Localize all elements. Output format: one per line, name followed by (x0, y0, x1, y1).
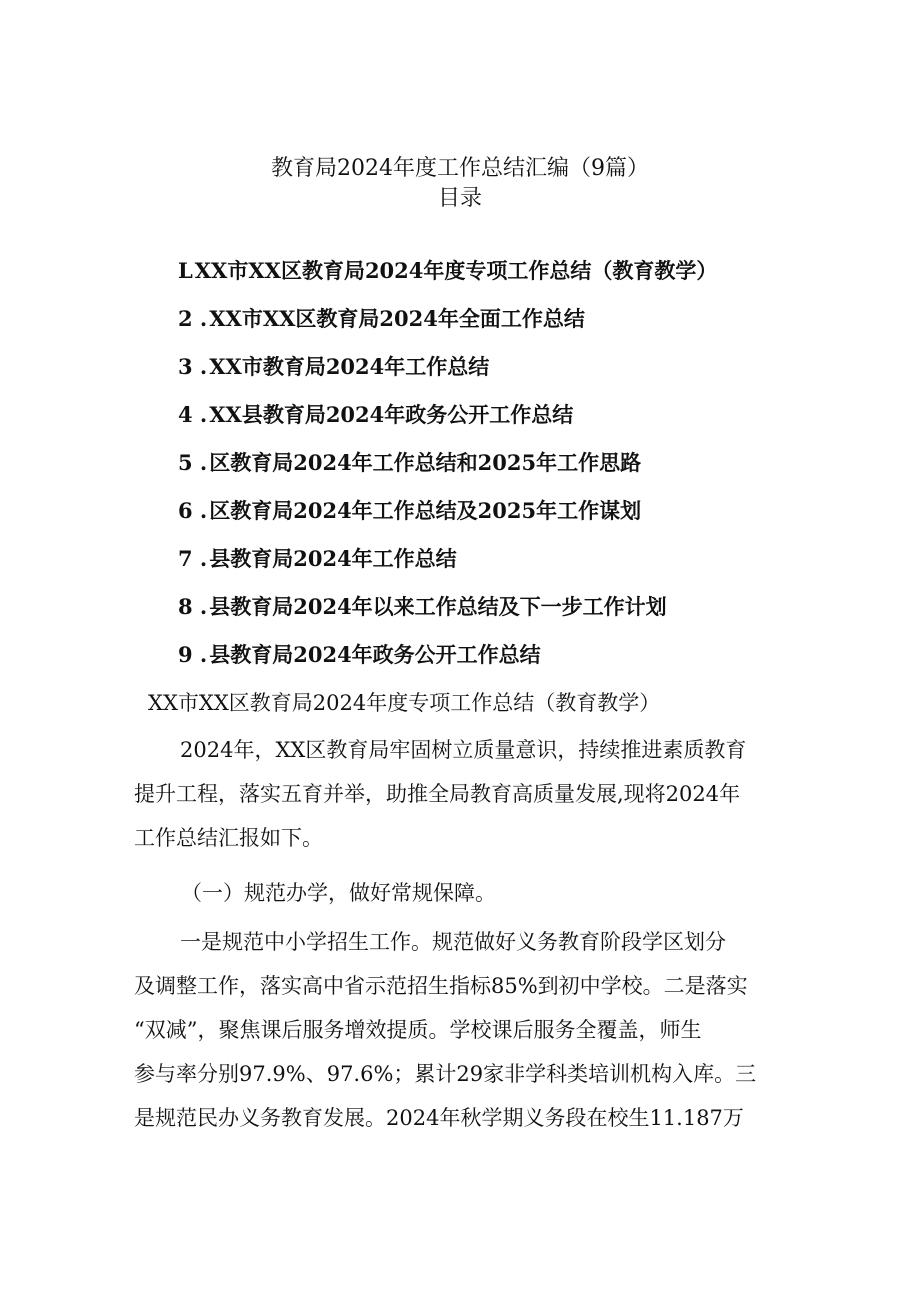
paragraph-line: 及调整工作，落实高中省示范招生指标85%到初中学校。二是落实 (134, 974, 748, 998)
toc-item[interactable] (178, 448, 878, 496)
toc-item-text: XX市XX区教育局2024年度专项工作总结（教育教学） (194, 258, 718, 283)
body-paragraph (134, 920, 794, 1140)
toc-heading: 目录 (437, 186, 482, 211)
paragraph-line: 参与率分别97.9%、97.6%；累计29家非学科类培训机构入库。三 (134, 1062, 757, 1086)
toc-item-text: 县教育局2024年政务公开工作总结 (209, 642, 541, 667)
paragraph-line: 工作总结汇报如下。 (134, 826, 323, 850)
section-heading: （一）规范办学，做好常规保障。 (181, 881, 496, 905)
toc-item-number: 2 . (178, 306, 208, 331)
paragraph-line: 2024年，XX区教育局牢固树立质量意识，持续推进素质教育 (180, 738, 747, 762)
toc-item-text: 区教育局2024年工作总结及2025年工作谋划 (209, 498, 642, 523)
article-title: XX市XX区教育局2024年度专项工作总结（教育教学） (148, 691, 661, 715)
toc-item[interactable] (178, 304, 878, 352)
toc-item-text: XX市XX区教育局2024年全面工作总结 (209, 306, 585, 331)
paragraph-line: 一是规范中小学招生工作。规范做好义务教育阶段学区划分 (180, 930, 726, 954)
toc-item-text: 县教育局2024年以来工作总结及下一步工作计划 (209, 594, 667, 619)
toc-item[interactable] (178, 256, 878, 304)
toc-item-number: 5 . (178, 450, 208, 475)
toc-item-text: XX县教育局2024年政务公开工作总结 (209, 402, 574, 427)
toc-item-number: L (178, 258, 193, 283)
toc-item[interactable] (178, 496, 878, 544)
paragraph-line: 提升工程，落实五育并举，助推全局教育高质量发展,现将2024年 (134, 782, 741, 806)
toc-item-number: 7 . (178, 546, 208, 571)
toc-item[interactable] (178, 544, 878, 592)
toc-item[interactable] (178, 640, 878, 688)
document-title: 教育局2024年度工作总结汇编（9篇） (271, 156, 649, 181)
paragraph-line: 是规范民办义务教育发展。2024年秋学期义务段在校生11.187万 (134, 1106, 744, 1130)
toc-item[interactable] (178, 400, 878, 448)
intro-paragraph (134, 728, 794, 860)
toc-item[interactable] (178, 592, 878, 640)
toc-item-number: 8 . (178, 594, 208, 619)
toc-item-number: 6 . (178, 498, 208, 523)
toc-item-number: 9 . (178, 642, 208, 667)
toc-item[interactable] (178, 352, 878, 400)
toc-item-number: 3 . (178, 354, 208, 379)
table-of-contents (178, 256, 878, 688)
toc-item-text: 区教育局2024年工作总结和2025年工作思路 (209, 450, 642, 475)
toc-item-text: 县教育局2024年工作总结 (209, 546, 457, 571)
toc-item-text: XX市教育局2024年工作总结 (209, 354, 490, 379)
toc-item-number: 4 . (178, 402, 208, 427)
paragraph-line: “双减”，聚焦课后服务增效提质。学校课后服务全覆盖，师生 (134, 1018, 702, 1042)
